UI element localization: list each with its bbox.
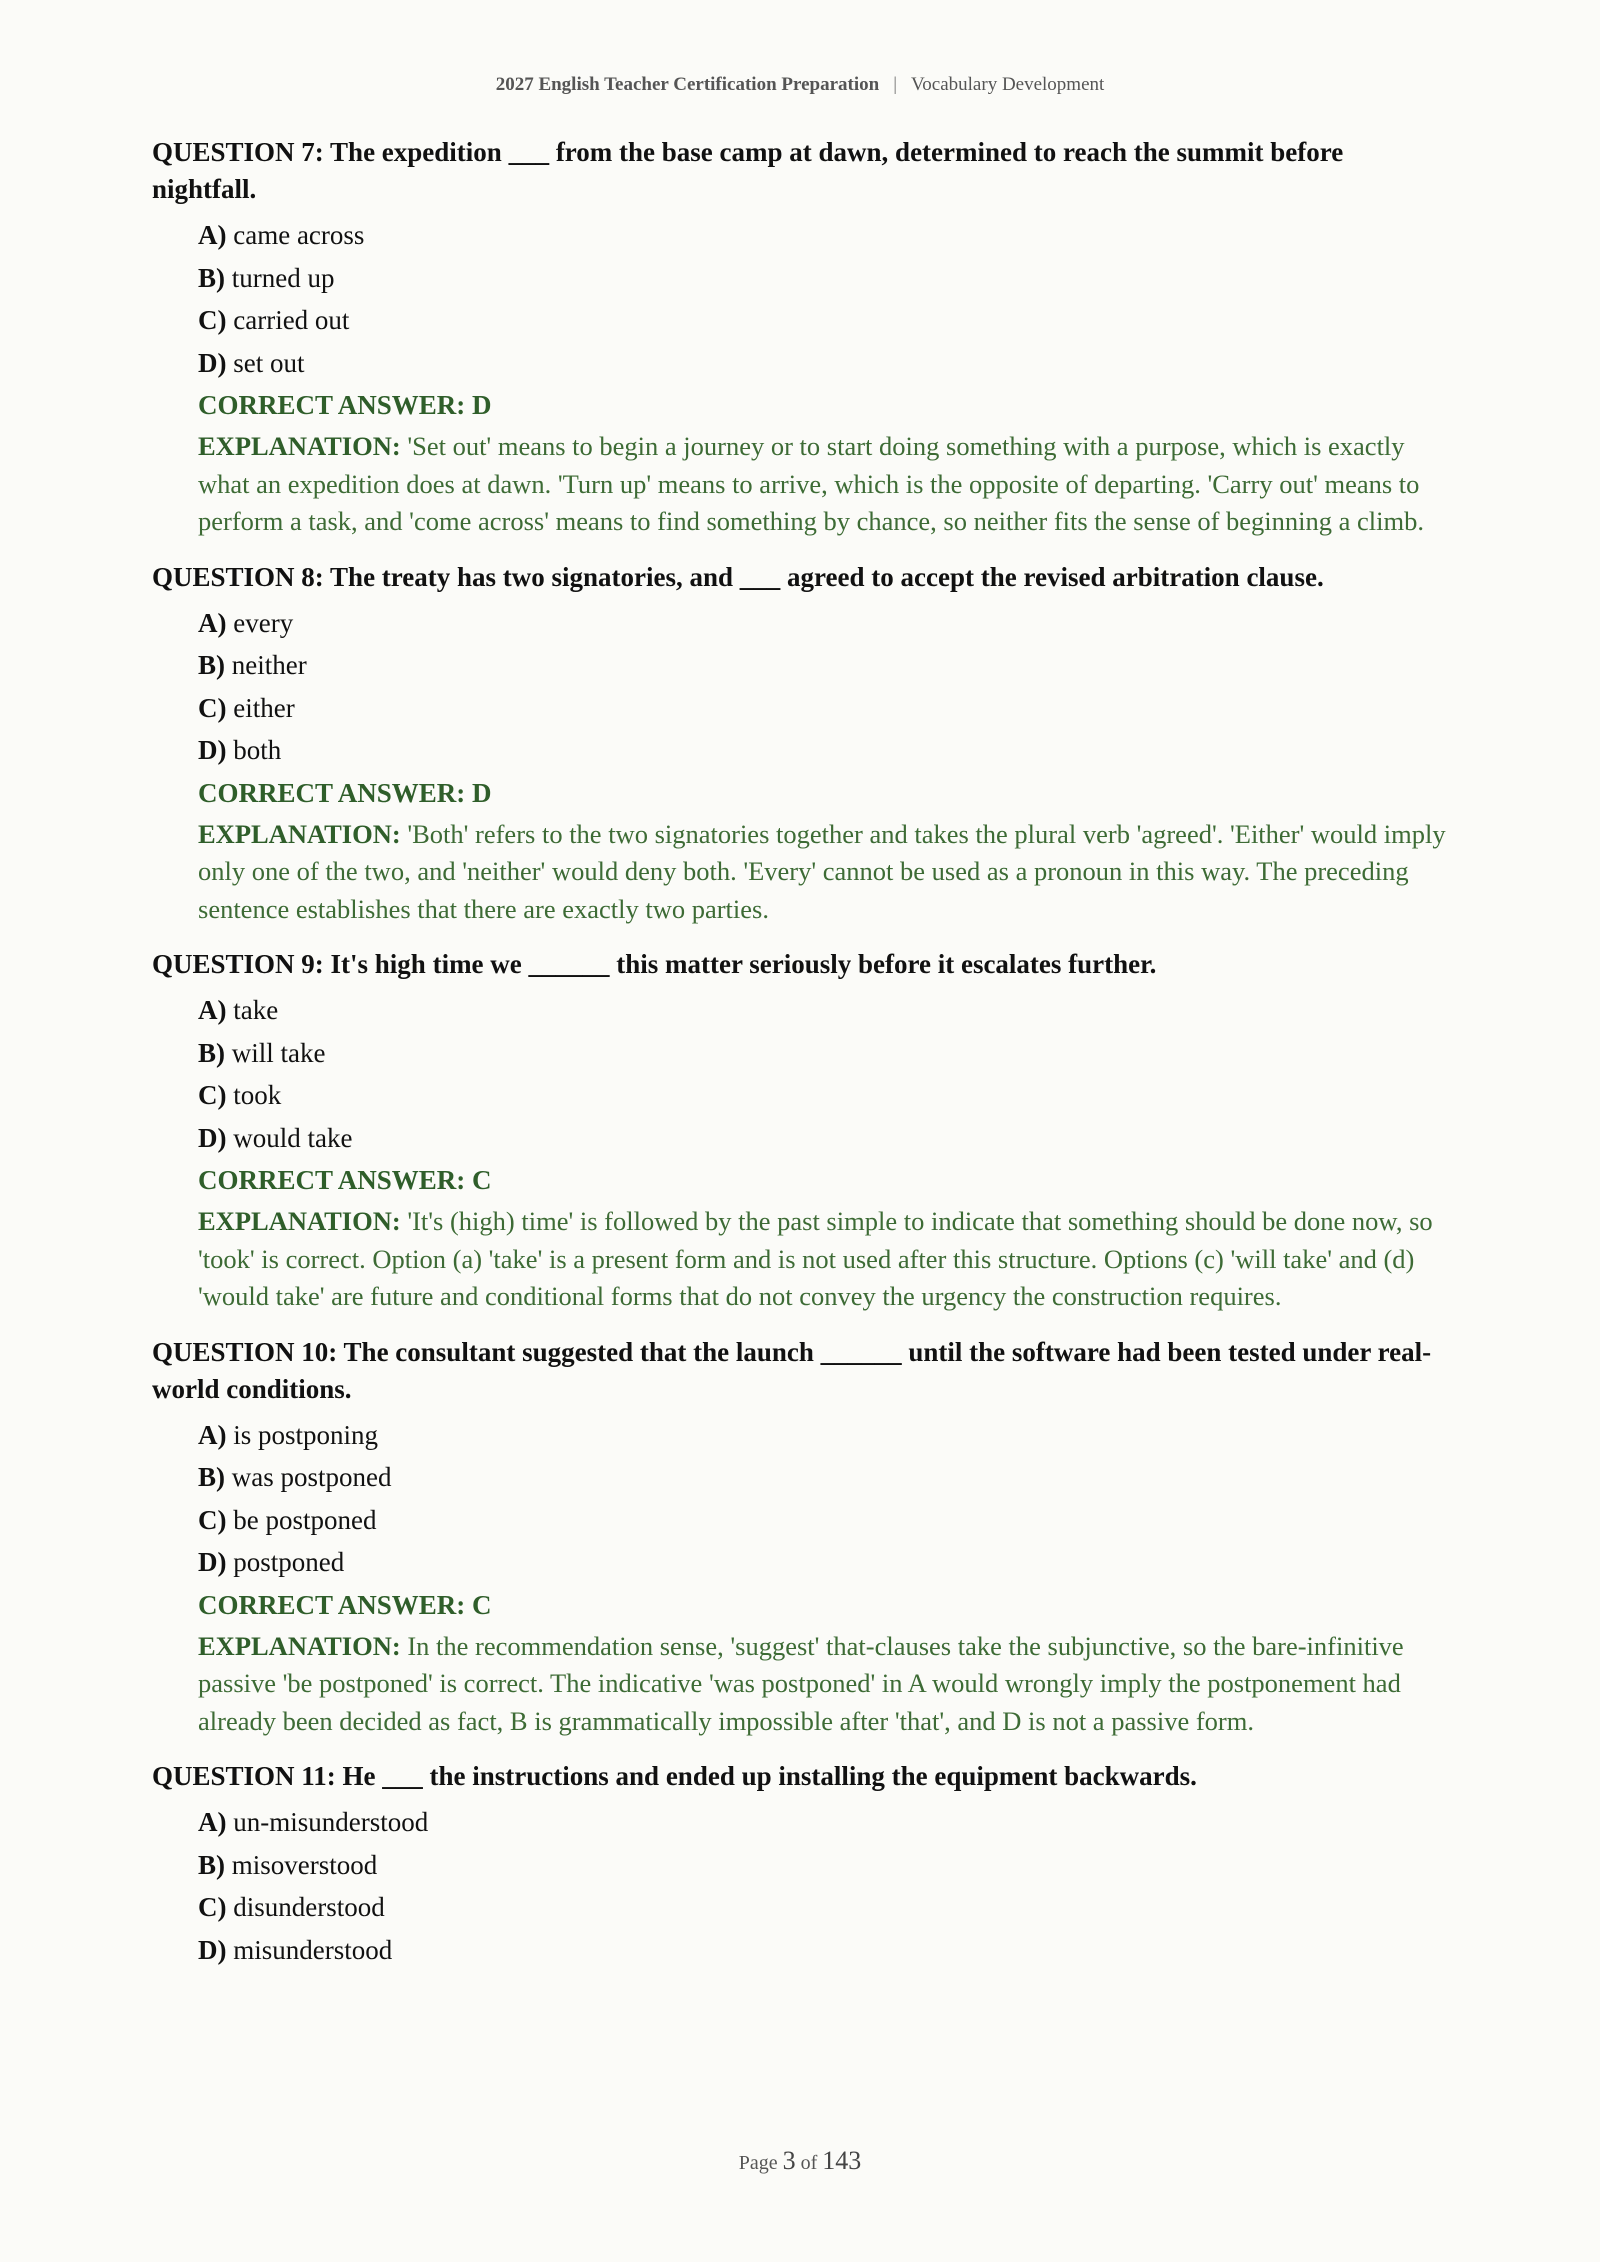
option-text: came across [233, 220, 365, 250]
question-stem: QUESTION 9: It's high time we ______ this matter seriously before it escalates further. [152, 949, 1157, 979]
option-text: either [233, 692, 295, 723]
explanation [152, 816, 1452, 929]
option-a [198, 602, 1452, 645]
total-pages: 143 [822, 2146, 862, 2175]
option-text: misoverstood [231, 1849, 378, 1880]
option-c [198, 1074, 1452, 1117]
option-letter: C) [198, 1080, 227, 1110]
option-letter: C) [198, 305, 227, 335]
option-list [152, 1414, 1452, 1584]
option-c [198, 1499, 1452, 1542]
option-text: was postponed [231, 1462, 392, 1492]
option-a [198, 214, 1452, 257]
option-text: will take [231, 1037, 326, 1068]
option-letter: D) [198, 347, 227, 378]
question-11 [152, 1758, 1452, 1971]
option-list [152, 1801, 1452, 1971]
option-text: every [233, 607, 294, 638]
explanation-text: 'It's (high) time' is followed by the past simple to indicate that something should be done now, so 'took' is correct. Option (a) 'take' is a present form and is not used after this structure. Options (c) 'will take' and (d) 'would take' are future and conditional forms that do not convey the urgency the construction requires. [198, 1206, 1433, 1311]
option-letter: C) [198, 1504, 227, 1535]
correct-answer: CORRECT ANSWER: D [198, 777, 492, 808]
option-letter: B) [198, 262, 225, 293]
option-d [198, 342, 1452, 385]
explanation-label: EXPLANATION: [198, 431, 401, 461]
correct-answer: CORRECT ANSWER: D [198, 390, 492, 420]
option-text: un-misunderstood [233, 1807, 429, 1837]
option-a [198, 1414, 1452, 1457]
explanation-label: EXPLANATION: [198, 1206, 401, 1236]
option-letter: A) [198, 1807, 227, 1837]
header-separator: | [893, 74, 898, 95]
explanation-label: EXPLANATION: [198, 1630, 401, 1661]
question-stem: QUESTION 10: The consultant suggested that the launch ______ until the software had been tested under real-world conditions. [152, 1336, 1432, 1404]
option-a [198, 989, 1452, 1032]
option-list [152, 989, 1452, 1159]
correct-answer: CORRECT ANSWER: C [198, 1165, 492, 1195]
correct-answer: CORRECT ANSWER: C [198, 1589, 492, 1620]
explanation-text: 'Both' refers to the two signatories together and takes the plural verb 'agreed'. 'Either' would imply only one of the two, and 'neither' would deny both. 'Every' cannot be used as a pronoun in this way. The preceding sentence establishes that there are exactly two parties. [198, 818, 1446, 924]
option-c [198, 1886, 1452, 1929]
option-b [198, 257, 1452, 300]
question-stem: QUESTION 8: The treaty has two signatories, and ___ agreed to accept the revised arbitration clause. [152, 561, 1324, 592]
option-text: misunderstood [233, 1934, 393, 1965]
option-d [198, 729, 1452, 772]
option-letter: C) [198, 1892, 227, 1922]
option-c [198, 687, 1452, 730]
option-letter: B) [198, 650, 225, 680]
option-letter: B) [198, 1462, 225, 1492]
question-8 [152, 559, 1452, 929]
option-b [198, 1032, 1452, 1075]
option-letter: A) [198, 1419, 227, 1450]
option-letter: C) [198, 692, 227, 723]
running-header [0, 74, 1600, 96]
question-7 [152, 134, 1452, 541]
explanation-text: 'Set out' means to begin a journey or to start doing something with a purpose, which is exactly what an expedition does at dawn. 'Turn up' means to arrive, which is the opposite of departing. 'Carry out' means to perform a task, and 'come across' means to find something by chance, so neither fits the sense of beginning a climb. [198, 431, 1425, 536]
option-list [152, 602, 1452, 772]
option-text: take [233, 995, 279, 1025]
option-b [198, 1456, 1452, 1499]
question-stem: QUESTION 11: He ___ the instructions and ended up installing the equipment backwards. [152, 1761, 1197, 1791]
option-d [198, 1929, 1452, 1972]
question-stem: QUESTION 7: The expedition ___ from the base camp at dawn, determined to reach the summit before nightfall. [152, 137, 1344, 204]
option-letter: A) [198, 607, 227, 638]
option-text: postponed [233, 1547, 345, 1577]
option-letter: D) [198, 1934, 227, 1965]
option-letter: D) [198, 1122, 227, 1153]
option-d [198, 1541, 1452, 1584]
option-text: turned up [231, 262, 335, 293]
option-list [152, 214, 1452, 384]
header-title: 2027 English Teacher Certification Preparation [495, 74, 880, 95]
question-10 [152, 1334, 1452, 1741]
option-letter: A) [198, 220, 227, 250]
explanation-text: In the recommendation sense, 'suggest' that-clauses take the subjunctive, so the bare-infinitive passive 'be postponed' is correct. The indicative 'was postponed' in A would wrongly imply the postponement had already been decided as fact, B is grammatically impossible after 'that', and D is not a passive form. [198, 1630, 1404, 1736]
header-section: Vocabulary Development [911, 74, 1105, 95]
option-c [198, 299, 1452, 342]
option-b [198, 1844, 1452, 1887]
explanation [152, 428, 1452, 541]
option-letter: B) [198, 1037, 225, 1068]
option-text: be postponed [233, 1504, 377, 1535]
option-letter: D) [198, 735, 227, 765]
option-text: set out [233, 347, 305, 378]
option-letter: D) [198, 1547, 227, 1577]
of-word: of [800, 2152, 818, 2174]
option-d [198, 1117, 1452, 1160]
option-letter: B) [198, 1849, 225, 1880]
explanation [152, 1628, 1452, 1741]
page-number: 3 [782, 2146, 796, 2175]
explanation-label: EXPLANATION: [198, 818, 401, 849]
option-text: is postponing [233, 1419, 379, 1450]
option-a [198, 1801, 1452, 1844]
option-text: carried out [233, 305, 350, 335]
questions-content [152, 134, 1452, 1989]
option-text: neither [231, 650, 307, 680]
option-b [198, 644, 1452, 687]
option-letter: A) [198, 995, 227, 1025]
option-text: both [233, 735, 282, 765]
explanation [152, 1203, 1452, 1316]
option-text: took [233, 1080, 282, 1110]
option-text: would take [233, 1122, 353, 1153]
option-text: disunderstood [233, 1892, 385, 1922]
page-word: Page [738, 2152, 778, 2174]
page-footer [0, 2146, 1600, 2176]
question-9 [152, 946, 1452, 1316]
